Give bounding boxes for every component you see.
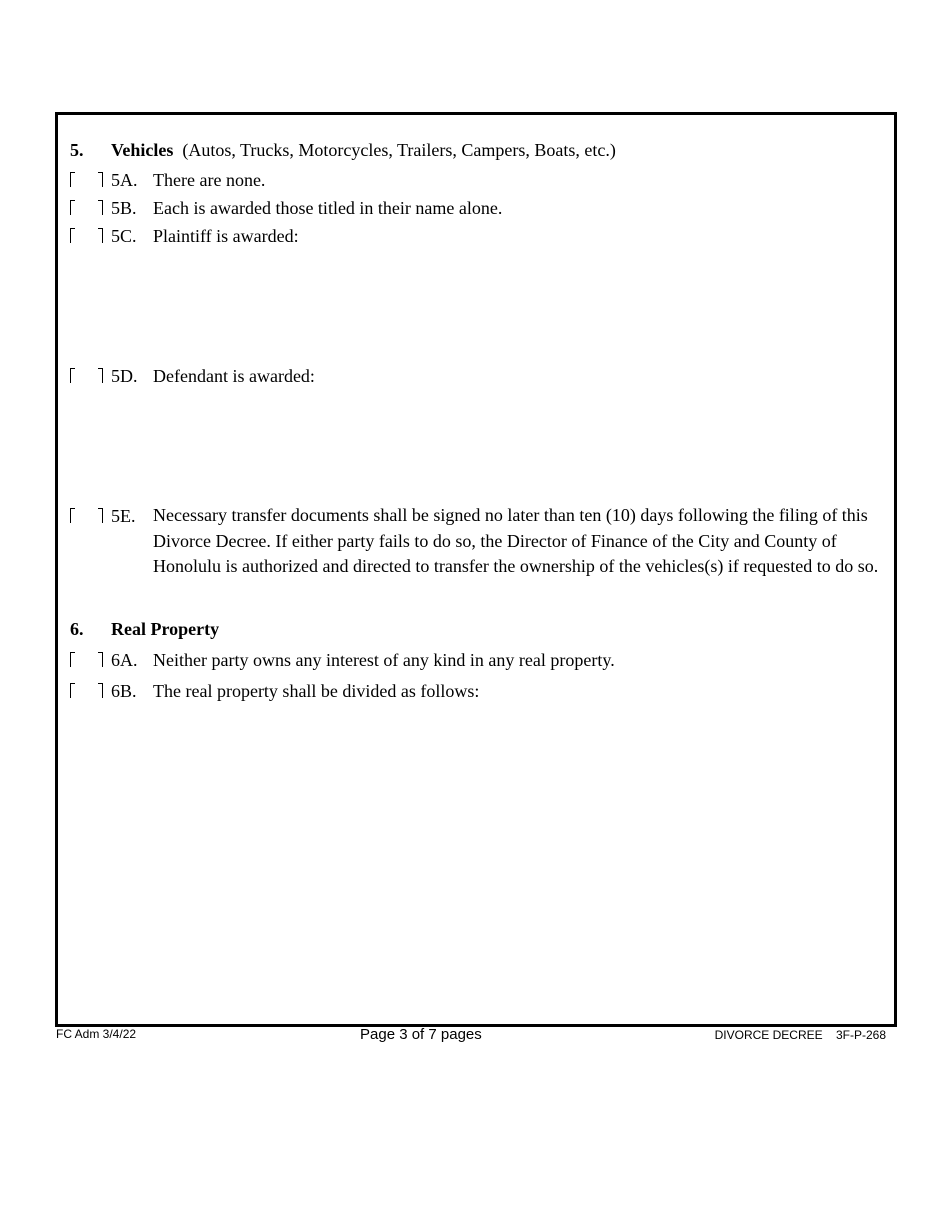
- item-6b-text: The real property shall be divided as follows:: [153, 681, 480, 701]
- section-6-title: Real Property: [111, 619, 220, 639]
- section-5-heading: [111, 140, 616, 160]
- item-5b-number: 5B.: [111, 198, 137, 218]
- item-5e-number: 5E.: [111, 506, 136, 526]
- footer-page-number: Page 3 of 7 pages: [360, 1026, 482, 1043]
- item-5a-text: There are none.: [153, 170, 266, 190]
- item-5c-number: 5C.: [111, 226, 137, 246]
- section-6-number: 6.: [70, 619, 84, 639]
- checkbox-5c[interactable]: [70, 226, 106, 246]
- item-5a-number: 5A.: [111, 170, 138, 190]
- checkbox-5a[interactable]: [70, 170, 106, 190]
- checkbox-5d[interactable]: [70, 366, 106, 386]
- footer-form-id: FC Adm 3/4/22: [56, 1027, 137, 1041]
- item-6b-number: 6B.: [111, 681, 137, 701]
- item-5d-number: 5D.: [111, 366, 138, 386]
- checkbox-5b[interactable]: [70, 198, 106, 218]
- footer-document-title: DIVORCE DECREE 3F-P-268: [714, 1028, 886, 1042]
- item-5b-text: Each is awarded those titled in their name alone.: [153, 198, 503, 218]
- item-6a-number: 6A.: [111, 650, 138, 670]
- checkbox-6b[interactable]: [70, 681, 106, 701]
- checkbox-6a[interactable]: [70, 650, 106, 670]
- item-5e-text: Necessary transfer documents shall be signed no later than ten (10) days following the filing of this Divorce Decree. If either party fails to do so, the Director of Finance of the City and County of Honolulu is authorized and directed to transfer the ownership of the vehicles(s) if requested to do so.: [153, 505, 879, 576]
- item-6a-text: Neither party owns any interest of any kind in any real property.: [153, 650, 615, 670]
- section-5-number: 5.: [70, 140, 84, 160]
- section-5-subtitle: (Autos, Trucks, Motorcycles, Trailers, Campers, Boats, etc.): [182, 140, 616, 160]
- checkbox-5e[interactable]: [70, 506, 106, 526]
- section-5-title: Vehicles: [111, 140, 174, 160]
- item-5d-text: Defendant is awarded:: [153, 366, 315, 386]
- item-5c-text: Plaintiff is awarded:: [153, 226, 299, 246]
